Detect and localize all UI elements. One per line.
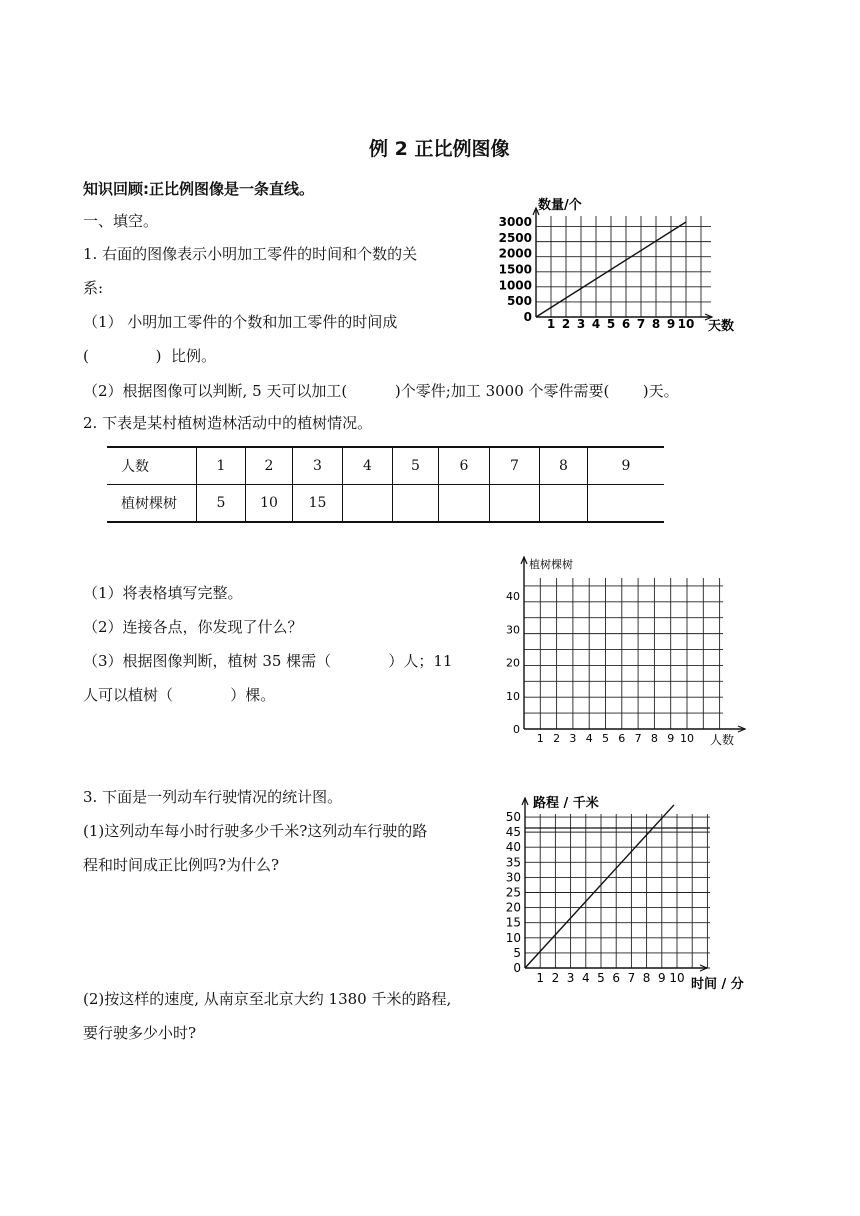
chart2-x-tick-label: 7: [634, 732, 642, 745]
q3-text: 3. 下面是一列动车行驶情况的统计图。: [83, 788, 343, 806]
chart1-y-tick-label: 1000: [498, 278, 532, 293]
chart1-y-tick-label: 3000: [498, 215, 532, 229]
chart3-xlabel: 时间 / 分: [691, 977, 744, 992]
table-cell-trees-9[interactable]: [588, 485, 665, 523]
chart1-xlabel: 天数: [708, 319, 735, 334]
chart2-x-tick-label: 5: [602, 732, 609, 745]
chart1-x-tick-label: 9: [666, 317, 676, 331]
chart1-x-tick-label: 10: [677, 317, 695, 331]
chart2-x-tick-label: 3: [569, 732, 577, 745]
table-cell-people-5: 5: [393, 447, 439, 485]
chart2-plot: [506, 557, 745, 745]
chart1-plot: [499, 208, 712, 331]
q3-sub2-line1: (2)按这样的速度, 从南京至北京大约 1380 千米的路程,: [83, 990, 452, 1008]
q2-sub2: （2）连接各点，你发现了什么？: [83, 618, 303, 636]
chart3-y-tick-label: 30: [505, 870, 521, 885]
q1-sub2: （2）根据图像可以判断, 5 天可以加工( )个零件;加工 3000 个零件需要( )天。: [83, 382, 679, 400]
chart3-x-tick-label: 9: [657, 971, 666, 985]
chart1-y-tick-label: 2000: [498, 246, 532, 261]
chart3-y-tick-label: 0: [513, 961, 521, 975]
q1-sub1-line2: ( ) 比例。: [83, 347, 216, 365]
chart3-y-tick-label: 5: [513, 945, 521, 960]
chart-train-distance: [495, 790, 760, 1000]
chart2-y-tick-label: 20: [506, 656, 520, 670]
table-cell-people-4: 4: [343, 447, 393, 485]
chart1-x-tick-label: 5: [606, 317, 616, 331]
chart1-y-tick-label: 0: [523, 310, 532, 324]
chart1-y-tick-label: 500: [506, 294, 532, 309]
chart3-y-tick-label: 50: [505, 810, 521, 824]
section-heading: 一、填空。: [83, 212, 159, 230]
chart2-x-tick-label: 6: [618, 732, 626, 745]
chart3-y-tick-label: 10: [505, 930, 521, 945]
table-cell-trees-7[interactable]: [490, 485, 540, 523]
chart3-data-line: [525, 805, 674, 968]
table-cell-trees-1: 5: [197, 485, 246, 523]
tree-table: [107, 446, 664, 523]
chart3-y-tick-label: 35: [505, 855, 521, 870]
chart2-ylabel: 植树棵树: [529, 558, 573, 571]
table-cell-trees-8[interactable]: [540, 485, 588, 523]
chart-trees-planted: [495, 552, 755, 752]
q2-text: 2. 下表是某村植树造林活动中的植树情况。: [83, 414, 373, 432]
q1-text-line2: 系:: [83, 279, 104, 297]
chart1-x-tick-label: 2: [561, 317, 571, 331]
chart3-ylabel: 路程 / 千米: [533, 796, 599, 811]
chart1-x-tick-label: 4: [591, 317, 601, 331]
chart3-y-tick-label: 25: [505, 885, 521, 900]
page-title: 例 2 正比例图像: [369, 138, 510, 160]
chart2-xlabel: 人数: [710, 733, 735, 747]
table-cell-trees-5[interactable]: [393, 485, 439, 523]
table-cell-people-9: 9: [588, 447, 665, 485]
chart2-x-tick-label: 2: [553, 732, 561, 745]
table-header-trees: 植树棵树: [107, 485, 197, 523]
table-cell-trees-6[interactable]: [439, 485, 490, 523]
chart1-x-tick-label: 8: [651, 317, 661, 331]
chart3-y-tick-label: 20: [505, 900, 521, 915]
chart1-x-tick-label: 6: [621, 317, 631, 331]
table-cell-people-3: 3: [293, 447, 343, 485]
table-cell-people-7: 7: [490, 447, 540, 485]
table-cell-trees-4[interactable]: [343, 485, 393, 523]
q1-text-line1: 1. 右面的图像表示小明加工零件的时间和个数的关: [83, 245, 418, 263]
chart1-x-tick-label: 1: [546, 317, 556, 331]
q3-sub1-line2: 程和时间成正比例吗?为什么?: [83, 856, 280, 874]
chart2-y-tick-label: 0: [513, 723, 520, 736]
table-cell-people-2: 2: [246, 447, 293, 485]
chart3-x-tick-label: 10: [669, 971, 685, 985]
chart3-x-tick-label: 5: [597, 971, 605, 985]
chart2-x-tick-label: 8: [650, 732, 658, 745]
chart2-x-tick-label: 1: [536, 732, 544, 745]
chart2-x-tick-label: 4: [585, 732, 593, 745]
q2-sub3-line1: （3）根据图像判断，植树 35 棵需（ ）人；11: [83, 652, 453, 670]
table-cell-people-8: 8: [540, 447, 588, 485]
chart2-x-tick-label: 10: [680, 732, 694, 745]
chart3-x-tick-label: 2: [551, 971, 560, 985]
q2-sub1: （1）将表格填写完整。: [83, 584, 243, 602]
table-cell-trees-3: 15: [293, 485, 343, 523]
knowledge-review: 知识回顾:正比例图像是一条直线。: [83, 180, 315, 198]
chart1-x-tick-label: 7: [636, 317, 646, 331]
chart2-y-tick-label: 10: [506, 689, 520, 703]
chart2-x-tick-label: 9: [667, 732, 675, 745]
chart3-y-tick-label: 40: [505, 840, 521, 855]
table-cell-people-6: 6: [439, 447, 490, 485]
chart1-x-tick-label: 3: [576, 317, 586, 331]
table-header-people: 人数: [107, 447, 197, 485]
chart2-y-tick-label: 40: [506, 590, 520, 603]
chart1-y-tick-label: 2500: [498, 230, 532, 245]
table-cell-people-1: 1: [197, 447, 246, 485]
chart2-y-tick-label: 30: [506, 623, 520, 637]
chart3-x-tick-label: 6: [612, 971, 621, 985]
q2-sub3-line2: 人可以植树（ ）棵。: [83, 686, 276, 704]
table-cell-trees-2: 10: [246, 485, 293, 523]
q1-sub1-line1: （1） 小明加工零件的个数和加工零件的时间成: [83, 313, 398, 331]
chart1-y-tick-label: 1500: [498, 262, 532, 277]
chart3-x-tick-label: 4: [581, 971, 590, 985]
chart3-y-tick-label: 15: [505, 915, 521, 930]
chart3-y-tick-label: 45: [505, 825, 521, 840]
chart-parts-production: [490, 190, 760, 340]
chart3-plot: [506, 798, 710, 985]
chart3-x-tick-label: 1: [536, 971, 545, 985]
chart3-x-tick-label: 8: [642, 971, 651, 985]
q3-sub2-line2: 要行驶多少小时?: [83, 1024, 197, 1042]
chart3-x-tick-label: 3: [566, 971, 575, 985]
q3-sub1-line1: (1)这列动车每小时行驶多少千米?这列动车行驶的路: [83, 822, 428, 840]
chart1-ylabel: 数量/个: [538, 198, 582, 213]
chart3-x-tick-label: 7: [627, 971, 636, 985]
